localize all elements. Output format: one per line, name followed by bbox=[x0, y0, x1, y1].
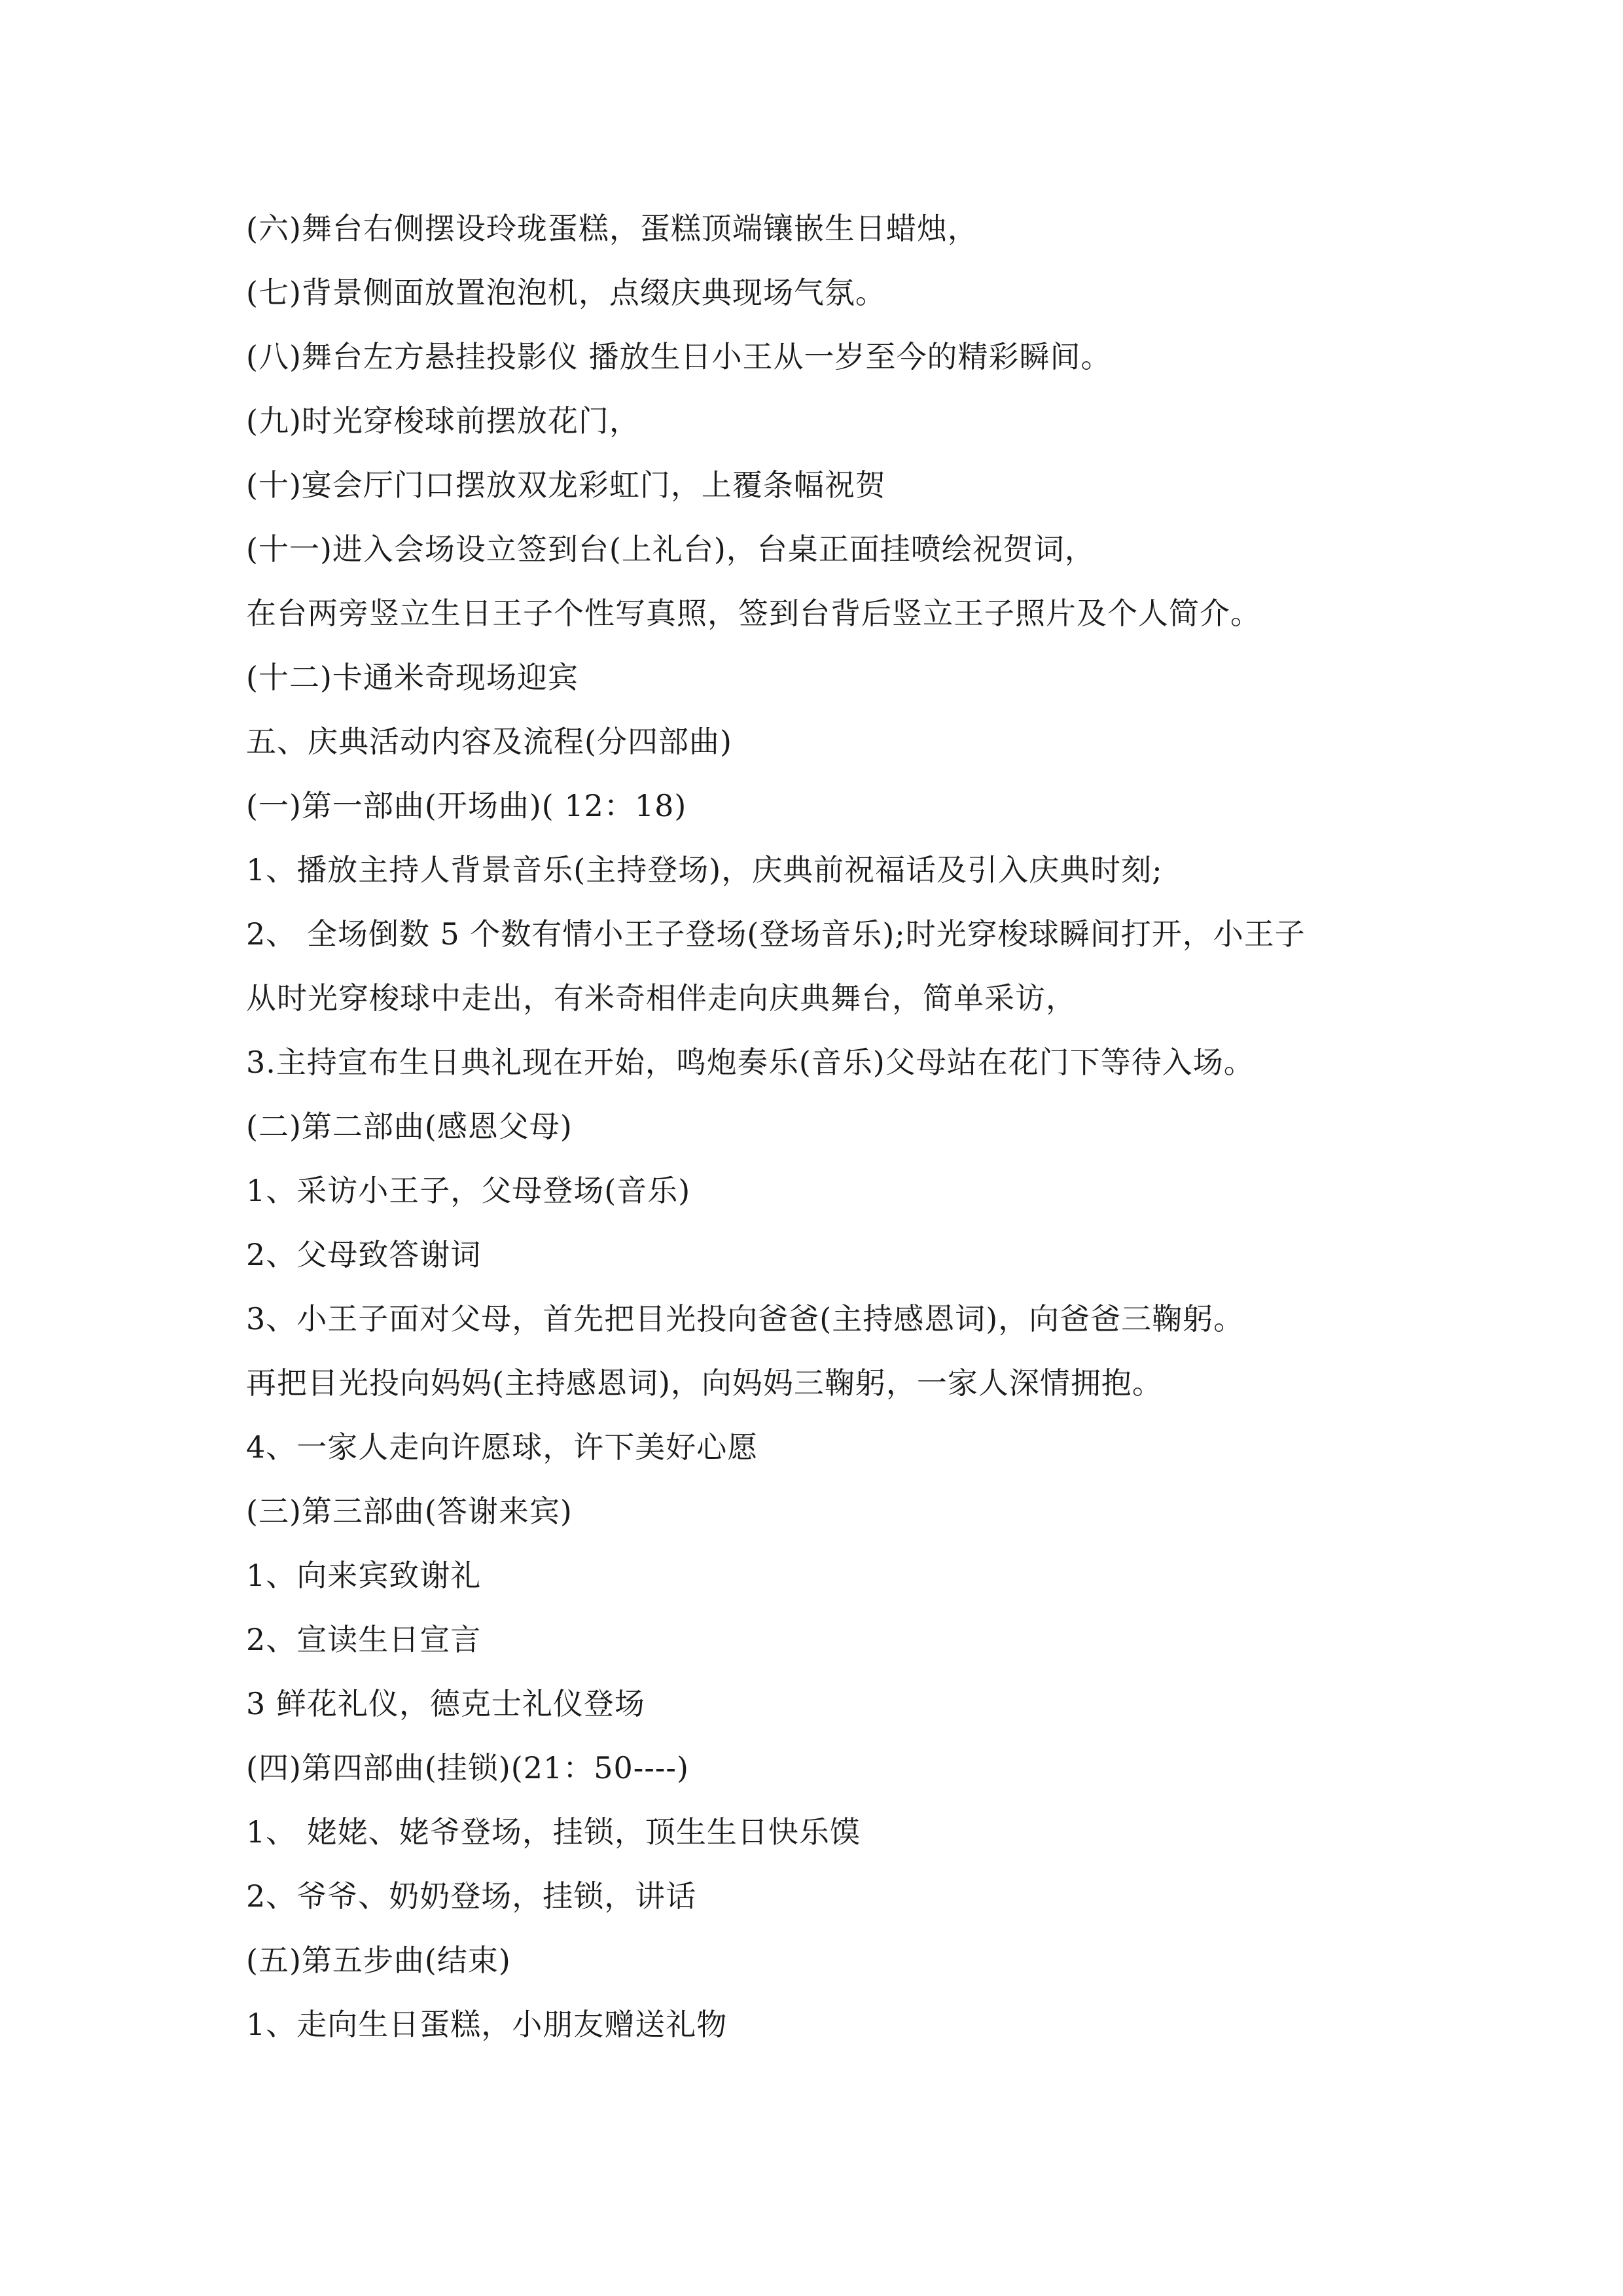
text-line: (八)舞台左方悬挂投影仪 播放生日小王从一岁至今的精彩瞬间。 bbox=[246, 339, 1112, 374]
text-line: 2、爷爷、奶奶登场，挂锁，讲话 bbox=[246, 1878, 697, 1914]
text-line: (十一)进入会场设立签到台(上礼台)，台桌正面挂喷绘祝贺词， bbox=[246, 531, 1096, 567]
text-line: (十)宴会厅门口摆放双龙彩虹门，上覆条幅祝贺 bbox=[246, 467, 886, 503]
text-line: (七)背景侧面放置泡泡机，点缀庆典现场气氛。 bbox=[246, 275, 886, 310]
section-heading: 五、庆典活动内容及流程(分四部曲) bbox=[246, 724, 732, 759]
text-line: 从时光穿梭球中走出，有米奇相伴走向庆典舞台，简单采访， bbox=[246, 980, 1077, 1016]
text-line: 1、播放主持人背景音乐(主持登场)，庆典前祝福话及引入庆典时刻; bbox=[246, 852, 1163, 888]
text-line: (九)时光穿梭球前摆放花门， bbox=[246, 403, 640, 439]
text-line: 3 鲜花礼仪，德克士礼仪登场 bbox=[246, 1686, 645, 1721]
text-line: 1、 姥姥、姥爷登场，挂锁，顶生生日快乐馍 bbox=[246, 1814, 861, 1850]
text-line: 1、向来宾致谢礼 bbox=[246, 1558, 482, 1593]
text-line: 2、宣读生日宣言 bbox=[246, 1622, 482, 1657]
text-line: 4、一家人走向许愿球，许下美好心愿 bbox=[246, 1429, 758, 1465]
subsection-heading: (一)第一部曲(开场曲)( 12：18) bbox=[246, 788, 687, 823]
text-line: 在台两旁竖立生日王子个性写真照，签到台背后竖立王子照片及个人简介。 bbox=[246, 596, 1261, 631]
text-line: 3.主持宣布生日典礼现在开始，鸣炮奏乐(音乐)父母站在花门下等待入场。 bbox=[246, 1045, 1255, 1080]
subsection-heading: (三)第三部曲(答谢来宾) bbox=[246, 1494, 573, 1529]
text-line: 再把目光投向妈妈(主持感恩词)，向妈妈三鞠躬，一家人深情拥抱。 bbox=[246, 1365, 1163, 1401]
subsection-heading: (二)第二部曲(感恩父母) bbox=[246, 1109, 573, 1144]
text-line: 2、 全场倒数 5 个数有情小王子登场(登场音乐);时光穿梭球瞬间打开，小王子 bbox=[246, 916, 1306, 952]
text-line: (六)舞台右侧摆设玲珑蛋糕，蛋糕顶端镶嵌生日蜡烛， bbox=[246, 211, 978, 246]
text-line: 3、小王子面对父母，首先把目光投向爸爸(主持感恩词)，向爸爸三鞠躬。 bbox=[246, 1301, 1245, 1336]
document-body bbox=[246, 196, 1398, 2056]
text-line: 1、走向生日蛋糕，小朋友赠送礼物 bbox=[246, 2007, 728, 2042]
text-line: 1、采访小王子，父母登场(音乐) bbox=[246, 1173, 691, 1208]
subsection-heading: (五)第五步曲(结束) bbox=[246, 1943, 511, 1978]
text-line: 2、父母致答谢词 bbox=[246, 1237, 482, 1272]
text-line: (十二)卡通米奇现场迎宾 bbox=[246, 660, 579, 695]
subsection-heading: (四)第四部曲(挂锁)(21：50----) bbox=[246, 1750, 689, 1785]
